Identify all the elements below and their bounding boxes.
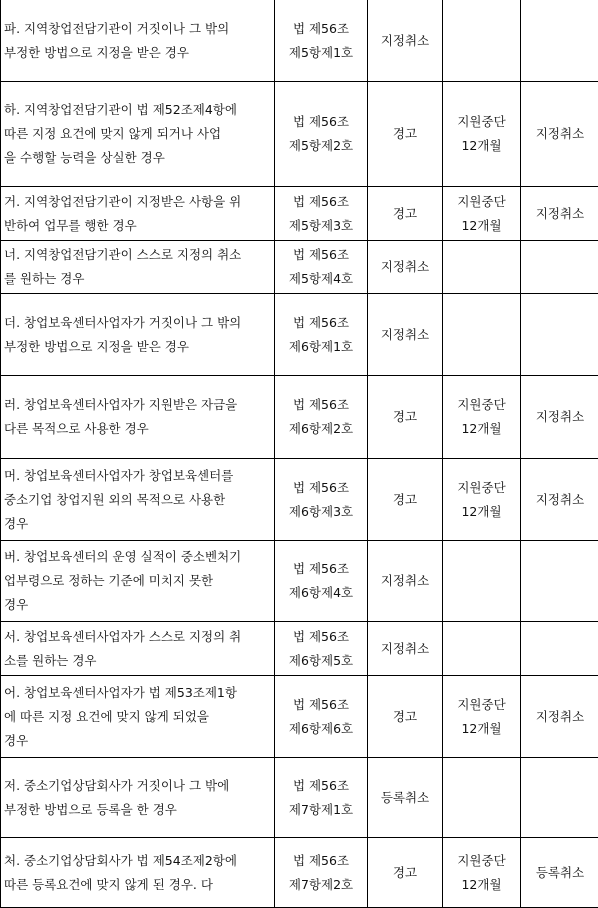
legal-basis-line: 법 제56조 bbox=[275, 849, 367, 873]
legal-basis-line: 제6항제6호 bbox=[275, 717, 367, 741]
violation-text-line: 거. 지역창업전담기관이 지정받은 사항을 위 bbox=[4, 190, 270, 214]
first-penalty-cell bbox=[368, 241, 443, 294]
legal-basis-line: 법 제56조 bbox=[275, 243, 367, 267]
second-penalty-text: 지원중단 12개월 bbox=[452, 393, 512, 441]
violation-cell bbox=[1, 676, 275, 758]
first-penalty-text: 지정취소 bbox=[381, 573, 429, 588]
violation-text-line: 파. 지역창업전담기관이 거짓이나 그 밖의 bbox=[4, 17, 270, 41]
second-penalty-cell bbox=[443, 294, 521, 376]
second-penalty-cell bbox=[443, 838, 521, 908]
violation-text-line: 다른 목적으로 사용한 경우 bbox=[4, 417, 270, 441]
legal-basis-line: 제5항제4호 bbox=[275, 267, 367, 291]
legal-basis-line: 제6항제5호 bbox=[275, 649, 367, 673]
violation-text-line: 업부령으로 정하는 기준에 미치지 못한 bbox=[4, 569, 270, 593]
first-penalty-cell bbox=[368, 376, 443, 459]
second-penalty-cell bbox=[443, 82, 521, 187]
legal-basis-line: 법 제56조 bbox=[275, 625, 367, 649]
third-penalty-cell bbox=[521, 187, 598, 241]
first-penalty-text: 경고 bbox=[393, 709, 417, 724]
third-penalty-cell bbox=[521, 622, 598, 676]
third-penalty-text: 등록취소 bbox=[536, 865, 584, 880]
legal-basis-cell bbox=[275, 294, 368, 376]
violation-text-line: 러. 창업보육센터사업자가 지원받은 자금을 bbox=[4, 393, 270, 417]
third-penalty-cell bbox=[521, 758, 598, 838]
violation-cell bbox=[1, 622, 275, 676]
legal-basis-line: 법 제56조 bbox=[275, 774, 367, 798]
table-row bbox=[1, 622, 598, 676]
third-penalty-cell bbox=[521, 676, 598, 758]
violation-text-line: 경우 bbox=[4, 512, 270, 536]
third-penalty-text: 지정취소 bbox=[536, 206, 584, 221]
first-penalty-text: 지정취소 bbox=[381, 641, 429, 656]
first-penalty-text: 경고 bbox=[393, 865, 417, 880]
violation-cell bbox=[1, 758, 275, 838]
legal-basis-line: 법 제56조 bbox=[275, 190, 367, 214]
legal-basis-line: 법 제56조 bbox=[275, 476, 367, 500]
third-penalty-cell bbox=[521, 82, 598, 187]
second-penalty-text: 지원중단 12개월 bbox=[452, 476, 512, 524]
first-penalty-text: 지정취소 bbox=[381, 33, 429, 48]
third-penalty-text: 지정취소 bbox=[536, 126, 584, 141]
violation-text-line: 머. 창업보육센터사업자가 창업보육센터를 bbox=[4, 464, 270, 488]
second-penalty-cell bbox=[443, 758, 521, 838]
legal-basis-line: 제7항제2호 bbox=[275, 873, 367, 897]
violation-cell bbox=[1, 541, 275, 622]
legal-basis-line: 제6항제2호 bbox=[275, 417, 367, 441]
table-row bbox=[1, 541, 598, 622]
legal-basis-line: 제6항제4호 bbox=[275, 581, 367, 605]
legal-basis-line: 법 제56조 bbox=[275, 17, 367, 41]
violation-text-line: 경우 bbox=[4, 593, 270, 617]
table-row bbox=[1, 82, 598, 187]
third-penalty-cell bbox=[521, 0, 598, 82]
first-penalty-cell bbox=[368, 838, 443, 908]
first-penalty-text: 경고 bbox=[393, 206, 417, 221]
violation-text-line: 저. 중소기업상담회사가 거짓이나 그 밖에 bbox=[4, 774, 270, 798]
legal-basis-line: 제6항제3호 bbox=[275, 500, 367, 524]
legal-basis-cell bbox=[275, 459, 368, 541]
second-penalty-cell bbox=[443, 376, 521, 459]
third-penalty-cell bbox=[521, 294, 598, 376]
legal-basis-line: 법 제56조 bbox=[275, 110, 367, 134]
third-penalty-cell bbox=[521, 376, 598, 459]
violation-cell bbox=[1, 376, 275, 459]
legal-basis-line: 법 제56조 bbox=[275, 393, 367, 417]
violation-text-line: 부정한 방법으로 지정을 받은 경우 bbox=[4, 41, 270, 65]
first-penalty-cell bbox=[368, 0, 443, 82]
violation-text-line: 경우 bbox=[4, 729, 270, 753]
second-penalty-cell bbox=[443, 241, 521, 294]
first-penalty-cell bbox=[368, 541, 443, 622]
legal-basis-line: 법 제56조 bbox=[275, 311, 367, 335]
legal-basis-line: 제5항제1호 bbox=[275, 41, 367, 65]
violation-text-line: 어. 창업보육센터사업자가 법 제53조제1항 bbox=[4, 681, 270, 705]
legal-basis-cell bbox=[275, 676, 368, 758]
violation-text-line: 서. 창업보육센터사업자가 스스로 지정의 취 bbox=[4, 625, 270, 649]
first-penalty-text: 경고 bbox=[393, 492, 417, 507]
violation-text-line: 하. 지역창업전담기관이 법 제52조제4항에 bbox=[4, 98, 270, 122]
legal-basis-cell bbox=[275, 541, 368, 622]
violation-text-line: 중소기업 창업지원 외의 목적으로 사용한 bbox=[4, 488, 270, 512]
first-penalty-text: 경고 bbox=[393, 126, 417, 141]
first-penalty-text: 등록취소 bbox=[381, 790, 429, 805]
violation-text-line: 부정한 방법으로 지정을 받은 경우 bbox=[4, 335, 270, 359]
legal-basis-line: 법 제56조 bbox=[275, 693, 367, 717]
second-penalty-text: 지원중단 12개월 bbox=[452, 849, 512, 897]
table-row bbox=[1, 376, 598, 459]
first-penalty-cell bbox=[368, 758, 443, 838]
table-row bbox=[1, 294, 598, 376]
table-row bbox=[1, 676, 598, 758]
third-penalty-text: 지정취소 bbox=[536, 409, 584, 424]
third-penalty-text: 지정취소 bbox=[536, 492, 584, 507]
third-penalty-cell bbox=[521, 459, 598, 541]
legal-basis-line: 제7항제1호 bbox=[275, 798, 367, 822]
first-penalty-text: 지정취소 bbox=[381, 259, 429, 274]
violation-text-line: 버. 창업보육센터의 운영 실적이 중소벤처기 bbox=[4, 545, 270, 569]
legal-basis-cell bbox=[275, 376, 368, 459]
second-penalty-text: 지원중단 12개월 bbox=[452, 110, 512, 158]
second-penalty-text: 지원중단 12개월 bbox=[452, 190, 512, 238]
violation-text-line: 소를 원하는 경우 bbox=[4, 649, 270, 673]
third-penalty-cell bbox=[521, 838, 598, 908]
first-penalty-cell bbox=[368, 676, 443, 758]
violation-text-line: 부정한 방법으로 등록을 한 경우 bbox=[4, 798, 270, 822]
violation-cell bbox=[1, 187, 275, 241]
first-penalty-text: 지정취소 bbox=[381, 327, 429, 342]
table-row bbox=[1, 758, 598, 838]
legal-basis-cell bbox=[275, 0, 368, 82]
third-penalty-cell bbox=[521, 241, 598, 294]
violation-cell bbox=[1, 0, 275, 82]
violation-text-line: 을 수행할 능력을 상실한 경우 bbox=[4, 146, 270, 170]
legal-basis-cell bbox=[275, 241, 368, 294]
third-penalty-cell bbox=[521, 541, 598, 622]
first-penalty-cell bbox=[368, 622, 443, 676]
legal-basis-line: 제5항제3호 bbox=[275, 214, 367, 238]
legal-basis-cell bbox=[275, 82, 368, 187]
first-penalty-text: 경고 bbox=[393, 409, 417, 424]
violation-cell bbox=[1, 838, 275, 908]
first-penalty-cell bbox=[368, 82, 443, 187]
legal-basis-line: 제5항제2호 bbox=[275, 134, 367, 158]
second-penalty-cell bbox=[443, 187, 521, 241]
first-penalty-cell bbox=[368, 294, 443, 376]
violation-cell bbox=[1, 241, 275, 294]
table-row bbox=[1, 838, 598, 908]
violation-text-line: 반하여 업무를 행한 경우 bbox=[4, 214, 270, 238]
second-penalty-cell bbox=[443, 676, 521, 758]
violation-text-line: 를 원하는 경우 bbox=[4, 267, 270, 291]
legal-basis-cell bbox=[275, 758, 368, 838]
second-penalty-cell bbox=[443, 0, 521, 82]
second-penalty-text: 지원중단 12개월 bbox=[452, 693, 512, 741]
first-penalty-cell bbox=[368, 187, 443, 241]
legal-basis-cell bbox=[275, 838, 368, 908]
second-penalty-cell bbox=[443, 541, 521, 622]
third-penalty-text: 지정취소 bbox=[536, 709, 584, 724]
violation-text-line: 에 따른 지정 요건에 맞지 않게 되었을 bbox=[4, 705, 270, 729]
second-penalty-cell bbox=[443, 459, 521, 541]
table-row bbox=[1, 0, 598, 82]
second-penalty-cell bbox=[443, 622, 521, 676]
table-row bbox=[1, 241, 598, 294]
legal-basis-line: 제6항제1호 bbox=[275, 335, 367, 359]
first-penalty-cell bbox=[368, 459, 443, 541]
violation-cell bbox=[1, 459, 275, 541]
penalty-table-body bbox=[1, 0, 598, 908]
legal-basis-cell bbox=[275, 622, 368, 676]
violation-cell bbox=[1, 294, 275, 376]
violation-text-line: 따른 지정 요건에 맞지 않게 되거나 사업 bbox=[4, 122, 270, 146]
violation-cell bbox=[1, 82, 275, 187]
table-row bbox=[1, 459, 598, 541]
violation-text-line: 따른 등록요건에 맞지 않게 된 경우. 다 bbox=[4, 873, 270, 897]
table-row bbox=[1, 187, 598, 241]
violation-text-line: 더. 창업보육센터사업자가 거짓이나 그 밖의 bbox=[4, 311, 270, 335]
legal-basis-cell bbox=[275, 187, 368, 241]
violation-text-line: 너. 지역창업전담기관이 스스로 지정의 취소 bbox=[4, 243, 270, 267]
legal-basis-line: 법 제56조 bbox=[275, 557, 367, 581]
violation-text-line: 처. 중소기업상담회사가 법 제54조제2항에 bbox=[4, 849, 270, 873]
